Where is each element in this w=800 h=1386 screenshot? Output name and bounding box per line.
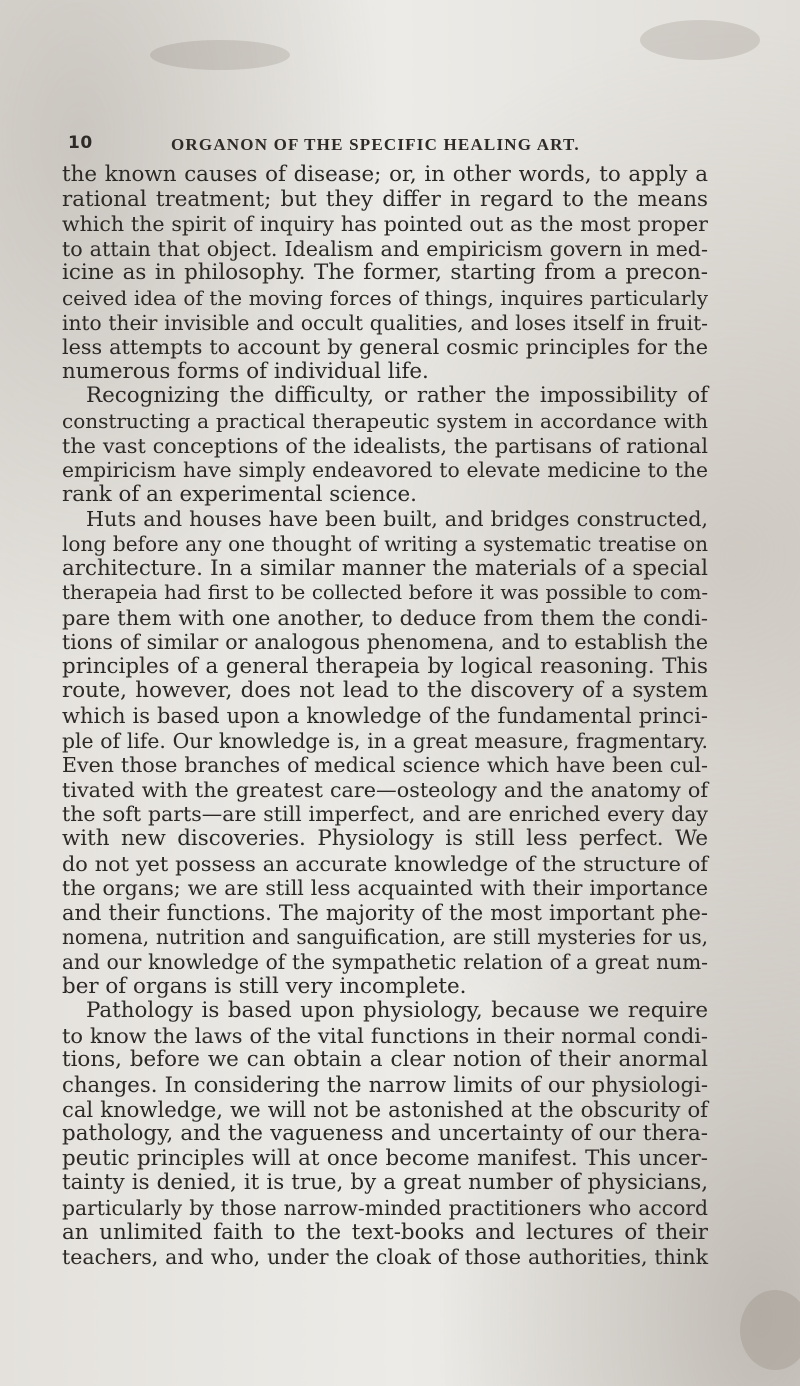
text-line: rational treatment; but they differ in regard to the means: [62, 186, 708, 212]
text-line: do not yet possess an accurate knowledge of the structure of: [62, 851, 708, 876]
text-line: icine as in philosophy. The former, starting from a precon-: [62, 260, 708, 286]
text-line: pathology, and the vagueness and uncertainty of our thera-: [62, 1121, 708, 1147]
text-line: numerous forms of individual life.: [62, 358, 429, 384]
text-line: tivated with the greatest care—osteology and the anatomy of: [62, 777, 708, 802]
text-line: to attain that object. Idealism and empiricism govern in med-: [62, 236, 708, 261]
body-text: [62, 163, 708, 1270]
text-line: tions of similar or analogous phenomena, and to establish the: [62, 630, 708, 655]
paper-stain: [740, 1290, 800, 1370]
text-line: long before any one thought of writing a systematic treatise on: [62, 531, 708, 556]
text-line: peutic principles will at once become manifest. This uncer-: [62, 1145, 708, 1171]
text-line: to know the laws of the vital functions in their normal condi-: [62, 1023, 708, 1048]
text-line: constructing a practical therapeutic system in accordance with: [62, 408, 708, 433]
text-line: therapeia had first to be collected before it was possible to com-: [62, 581, 708, 605]
text-line: Huts and houses have been built, and bridges constructed,: [86, 507, 708, 532]
text-line: changes. In considering the narrow limits of our physiologi-: [62, 1071, 708, 1097]
text-line: Even those branches of medical science which have been cul-: [62, 753, 708, 778]
text-line: principles of a general therapeia by logical reasoning. This: [62, 653, 708, 679]
paper-stain: [640, 20, 760, 60]
text-line: Recognizing the difficulty, or rather the impossibility of: [86, 383, 708, 409]
text-line: with new discoveries. Physiology is still less perfect. We: [62, 826, 708, 852]
text-line: tions, before we can obtain a clear notion of their anormal: [62, 1047, 708, 1073]
text-line: ple of life. Our knowledge is, in a great measure, fragmentary.: [62, 728, 708, 753]
text-line: tainty is denied, it is true, by a great number of physicians,: [62, 1170, 708, 1196]
text-line: route, however, does not lead to the discovery of a system: [62, 678, 708, 704]
text-line: teachers, and who, under the cloak of those authorities, think: [62, 1245, 708, 1270]
text-line: the known causes of disease; or, in other words, to apply a: [62, 162, 708, 187]
paragraph: [62, 507, 708, 999]
paragraph: [62, 163, 708, 384]
text-line: particularly by those narrow-minded practitioners who accord: [62, 1195, 708, 1220]
text-line: cal knowledge, we will not be astonished at the obscurity of: [62, 1096, 708, 1122]
text-line: ceived idea of the moving forces of things, inquires particularly: [62, 285, 708, 310]
text-line: into their invisible and occult qualities, and loses itself in fruit-: [62, 310, 708, 335]
paragraph: [62, 999, 708, 1270]
text-line: the organs; we are still less acquainted with their importance: [62, 876, 708, 901]
text-line: which is based upon a knowledge of the fundamental princi-: [62, 704, 708, 729]
text-line: nomena, nutrition and sanguification, are still mysteries for us,: [62, 925, 708, 950]
paragraph: [62, 384, 708, 507]
text-line: the vast conceptions of the idealists, the partisans of rational: [62, 433, 708, 458]
text-line: the soft parts—are still imperfect, and are enriched every day: [62, 802, 708, 827]
text-line: pare them with one another, to deduce from them the condi-: [62, 605, 708, 630]
text-line: empiricism have simply endeavored to elevate medicine to the: [62, 458, 708, 483]
text-line: ber of organs is still very incomplete.: [62, 973, 467, 999]
text-line: less attempts to account by general cosmic principles for the: [62, 335, 708, 360]
text-line: architecture. In a similar manner the materials of a special: [62, 555, 708, 581]
running-head: ORGANON OF THE SPECIFIC HEALING ART.: [171, 135, 580, 154]
text-line: rank of an experimental science.: [62, 481, 417, 507]
paper-stain: [150, 40, 290, 70]
text-line: Pathology is based upon physiology, because we require: [86, 998, 708, 1024]
text-line: which the spirit of inquiry has pointed out as the most proper: [62, 212, 708, 237]
page-header: [68, 133, 708, 159]
page-number: 10: [68, 133, 93, 153]
text-line: and our knowledge of the sympathetic relation of a great num-: [62, 950, 708, 974]
text-line: and their functions. The majority of the most important phe-: [62, 900, 708, 925]
text-line: an unlimited faith to the text-books and lectures of their: [62, 1219, 708, 1245]
